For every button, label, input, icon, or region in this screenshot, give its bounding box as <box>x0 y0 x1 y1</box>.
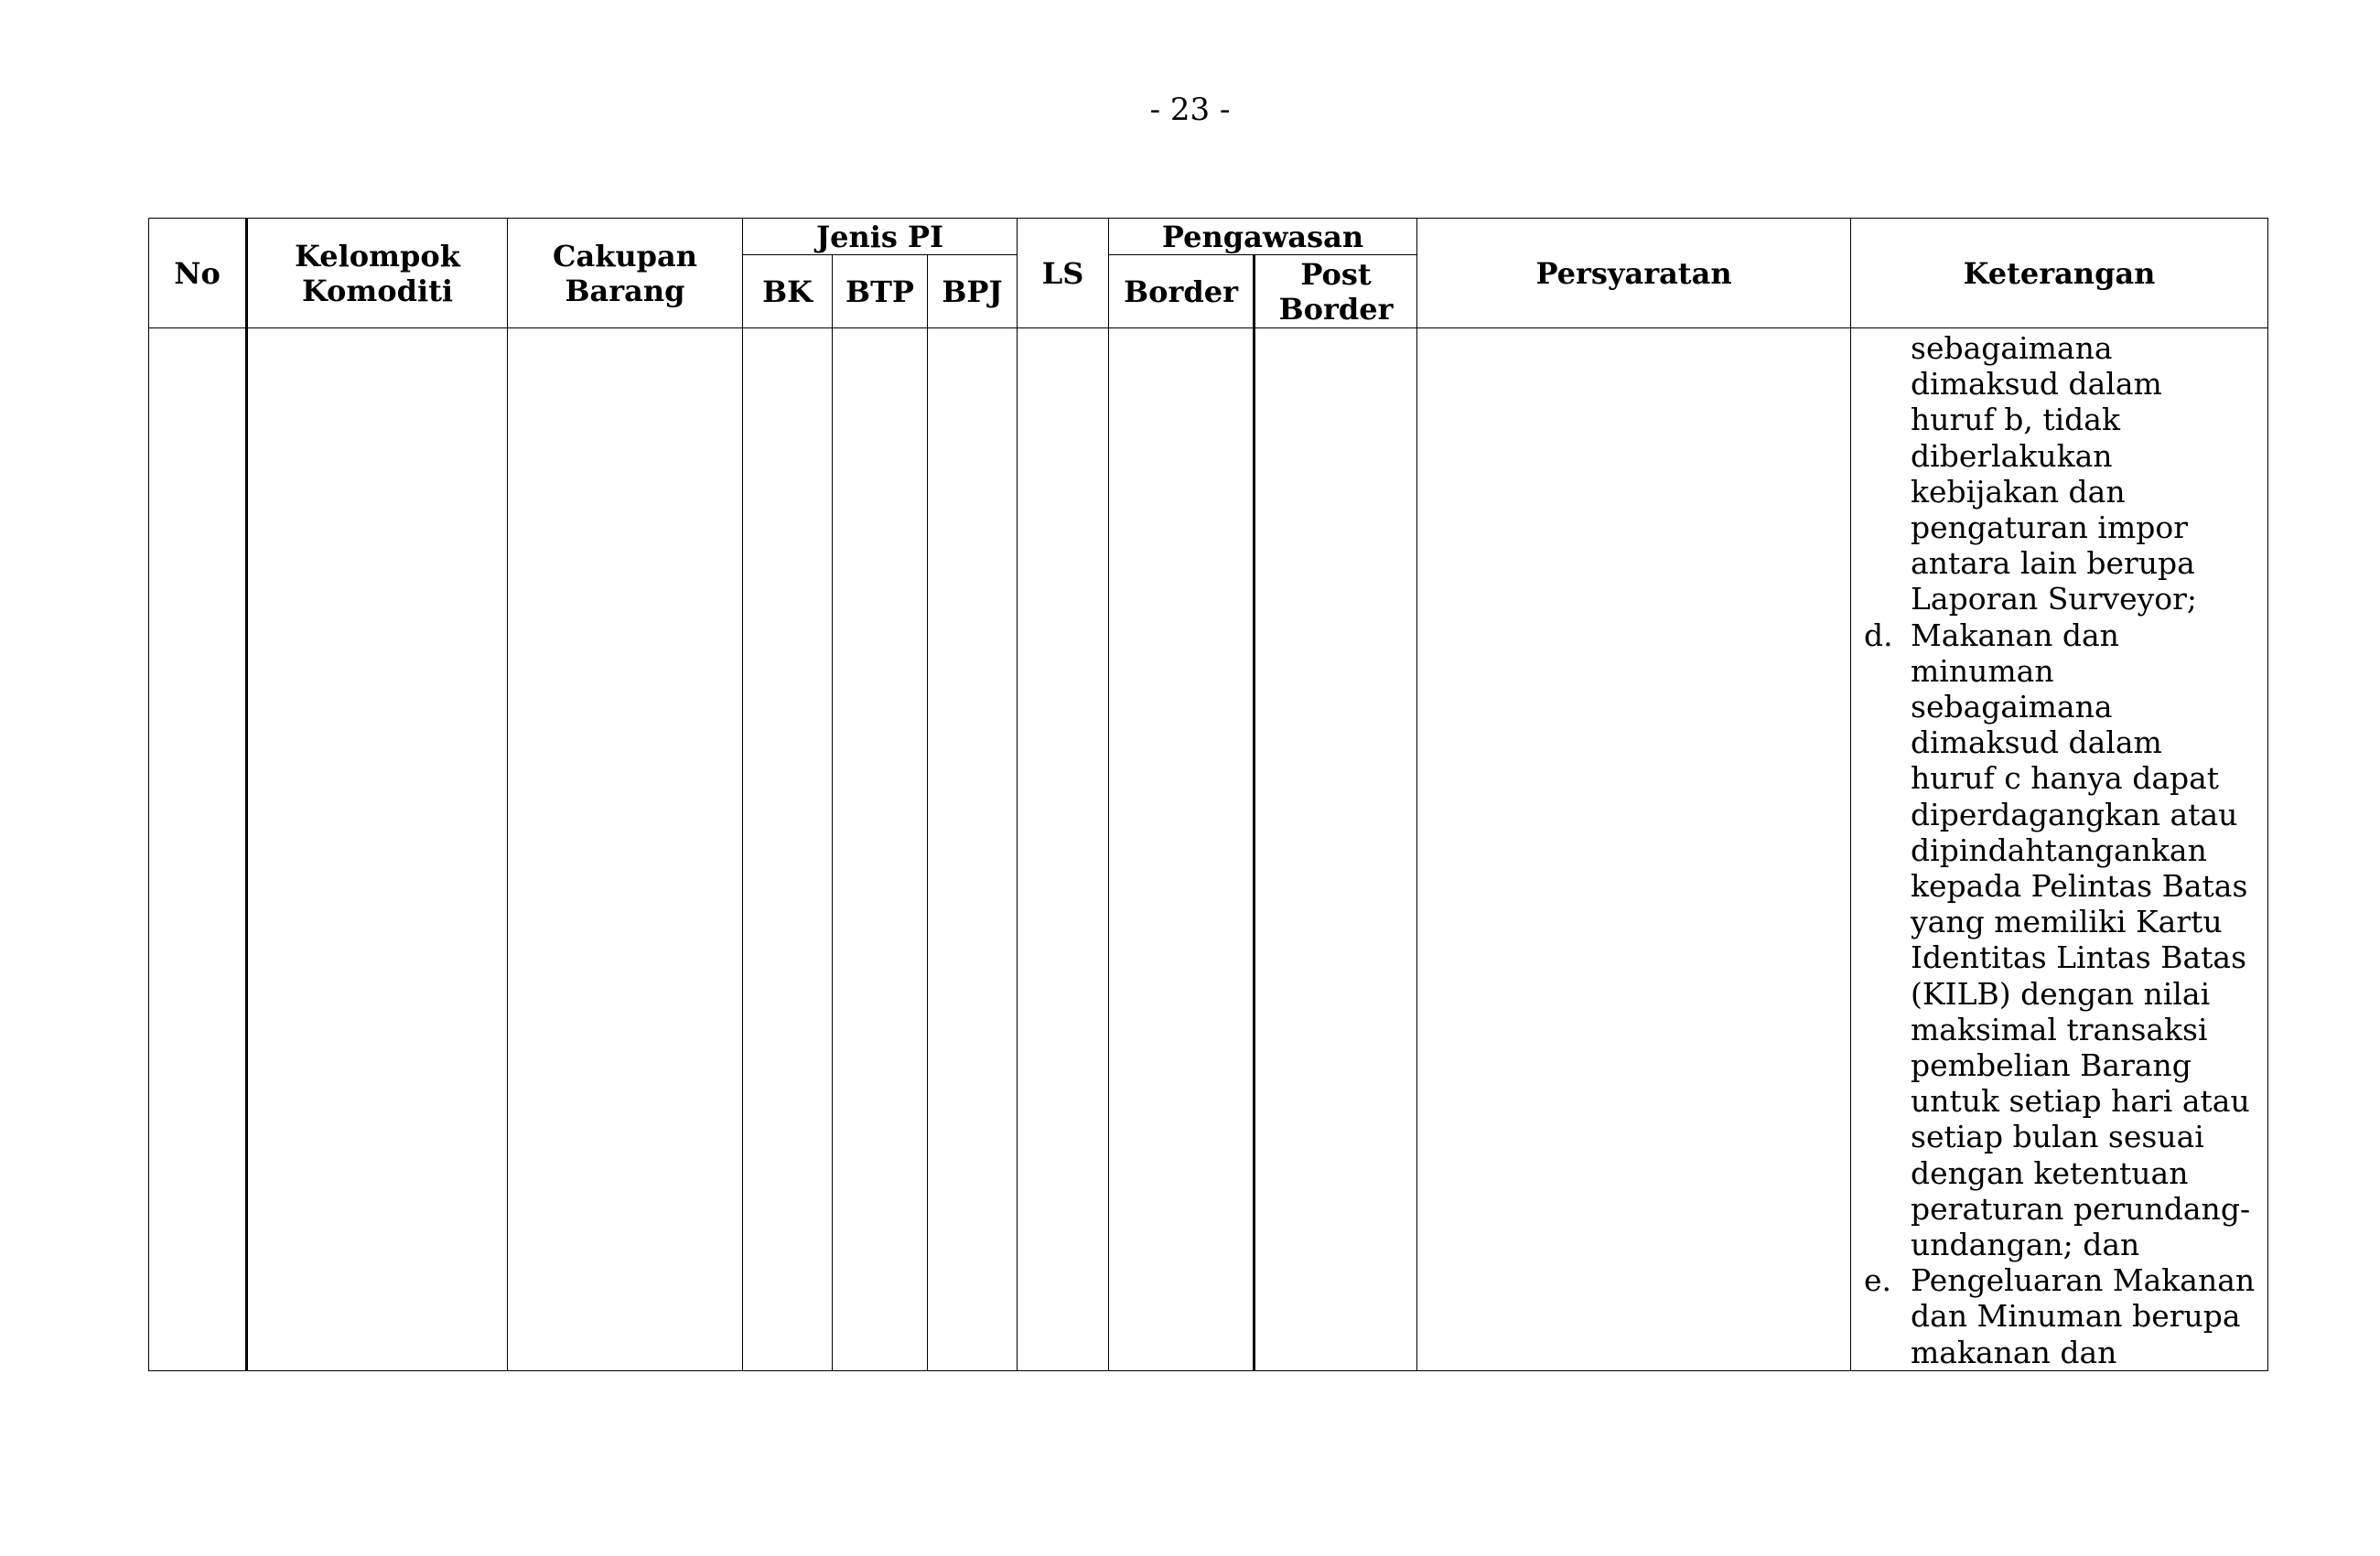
page-number: - 23 - <box>1149 91 1231 128</box>
cell-bk <box>743 328 833 1371</box>
cell-keterangan <box>1851 328 2268 1371</box>
cell-kelompok-komoditi <box>247 328 508 1371</box>
cell-persyaratan <box>1417 328 1851 1371</box>
table-header <box>149 219 2268 328</box>
header-bpj: BPJ <box>928 255 1018 328</box>
keterangan-item <box>1851 1262 2267 1370</box>
header-post-border: Post Border <box>1255 255 1417 328</box>
table-row <box>149 328 2268 1371</box>
commodity-table <box>148 218 2268 1371</box>
keterangan-text <box>1851 328 2267 1370</box>
header-no: No <box>149 219 247 328</box>
cell-ls <box>1018 328 1109 1371</box>
cell-border <box>1109 328 1255 1371</box>
keterangan-item-text: Makanan dan minuman sebagaimana dimaksud dalam huruf c hanya dapat diperdagangkan atau dipindahtangankan kepada Pelintas Batas yang memiliki Kartu Identitas Lintas Batas (KILB) dengan nilai maksimal transaksi pembelian Barang untuk setiap hari atau setiap bulan sesuai dengan ketentuan peraturan perundang- undangan; dan <box>1911 617 2251 1263</box>
cell-post-border <box>1255 328 1417 1371</box>
keterangan-marker <box>1851 330 1911 617</box>
header-pengawasan: Pengawasan <box>1109 219 1417 255</box>
header-kelompok-komoditi: Kelompok Komoditi <box>247 219 508 328</box>
header-bk: BK <box>743 255 833 328</box>
cell-no <box>149 328 247 1371</box>
keterangan-item-text: sebagaimana dimaksud dalam huruf b, tidak diberlakukan kebijakan dan pengaturan impor antara lain berupa Laporan Surveyor; <box>1911 330 2197 617</box>
cell-btp <box>833 328 928 1371</box>
cell-cakupan-barang <box>508 328 743 1371</box>
header-keterangan: Keterangan <box>1851 219 2268 328</box>
header-border: Border <box>1109 255 1255 328</box>
header-ls: LS <box>1018 219 1109 328</box>
header-cakupan-barang: Cakupan Barang <box>508 219 743 328</box>
header-jenis-pi: Jenis PI <box>743 219 1018 255</box>
header-btp: BTP <box>833 255 928 328</box>
keterangan-marker: d. <box>1864 617 1893 653</box>
cell-bpj <box>928 328 1018 1371</box>
keterangan-item <box>1851 330 2267 617</box>
keterangan-item-text: Pengeluaran Makanan dan Minuman berupa makanan dan <box>1911 1262 2256 1370</box>
keterangan-marker: e. <box>1864 1262 1892 1299</box>
keterangan-item <box>1851 617 2267 1263</box>
header-persyaratan: Persyaratan <box>1417 219 1851 328</box>
